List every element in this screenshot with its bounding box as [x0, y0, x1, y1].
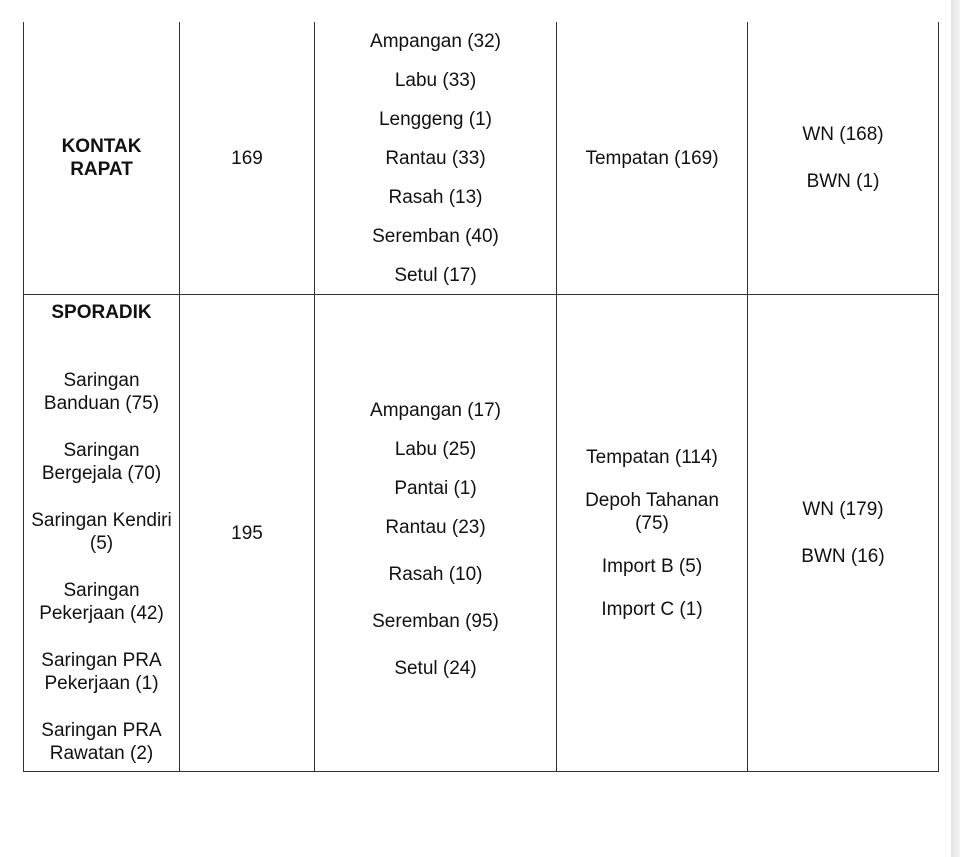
category-cell — [24, 295, 180, 772]
sub-category-item: Saringan Bergejala (70) — [41, 440, 162, 484]
total-cell — [180, 22, 315, 295]
location-item: Setul (24) — [394, 657, 477, 679]
location-item: Labu (33) — [394, 69, 477, 91]
category-cell — [24, 22, 180, 295]
citizenship-cell — [748, 22, 939, 295]
location-item: Ampangan (32) — [370, 30, 501, 52]
citizenship-item: WN (168) — [802, 124, 884, 145]
cases-table — [23, 22, 939, 772]
total-value: 195 — [231, 522, 263, 544]
type-item: Tempatan (114) — [586, 446, 718, 468]
sub-category-item: Saringan Pekerjaan (42) — [39, 580, 164, 624]
total-cell — [180, 295, 315, 772]
location-item: Pantai (1) — [394, 477, 477, 499]
category-title: KONTAK RAPAT — [61, 136, 142, 180]
location-item: Lenggeng (1) — [378, 108, 493, 130]
location-item: Setul (17) — [394, 264, 477, 286]
location-item: Rasah (13) — [388, 186, 483, 208]
total-value: 169 — [231, 147, 263, 169]
location-item: Rasah (10) — [388, 563, 483, 585]
table-row-sporadik — [24, 295, 939, 772]
location-item: Seremban (95) — [372, 610, 499, 632]
type-item: Import B (5) — [601, 555, 703, 577]
citizenship-item: BWN (1) — [806, 171, 880, 192]
sub-category-item: Saringan PRA Pekerjaan (1) — [41, 650, 162, 694]
type-item: Import C (1) — [601, 598, 703, 620]
location-item: Seremban (40) — [372, 225, 499, 247]
location-item: Labu (25) — [394, 438, 477, 460]
locations-cell — [315, 295, 557, 772]
citizenship-cell — [748, 295, 939, 772]
sub-category-item: Saringan PRA Rawatan (2) — [41, 720, 162, 764]
type-item: Depoh Tahanan (75) — [585, 489, 719, 534]
types-cell — [557, 22, 748, 295]
location-item: Ampangan (17) — [370, 399, 501, 421]
table-row-kontak-rapat — [24, 22, 939, 295]
category-title: SPORADIK — [51, 302, 152, 323]
types-cell — [557, 295, 748, 772]
citizenship-item: BWN (16) — [801, 546, 885, 567]
sub-category-item: Saringan Banduan (75) — [43, 370, 160, 414]
location-item: Rantau (33) — [385, 147, 486, 169]
page-edge — [951, 0, 960, 857]
location-item: Rantau (23) — [385, 516, 486, 538]
locations-cell — [315, 22, 557, 295]
type-item: Tempatan (169) — [585, 147, 719, 169]
citizenship-item: WN (179) — [802, 499, 884, 520]
sub-category-item: Saringan Kendiri (5) — [31, 510, 172, 554]
